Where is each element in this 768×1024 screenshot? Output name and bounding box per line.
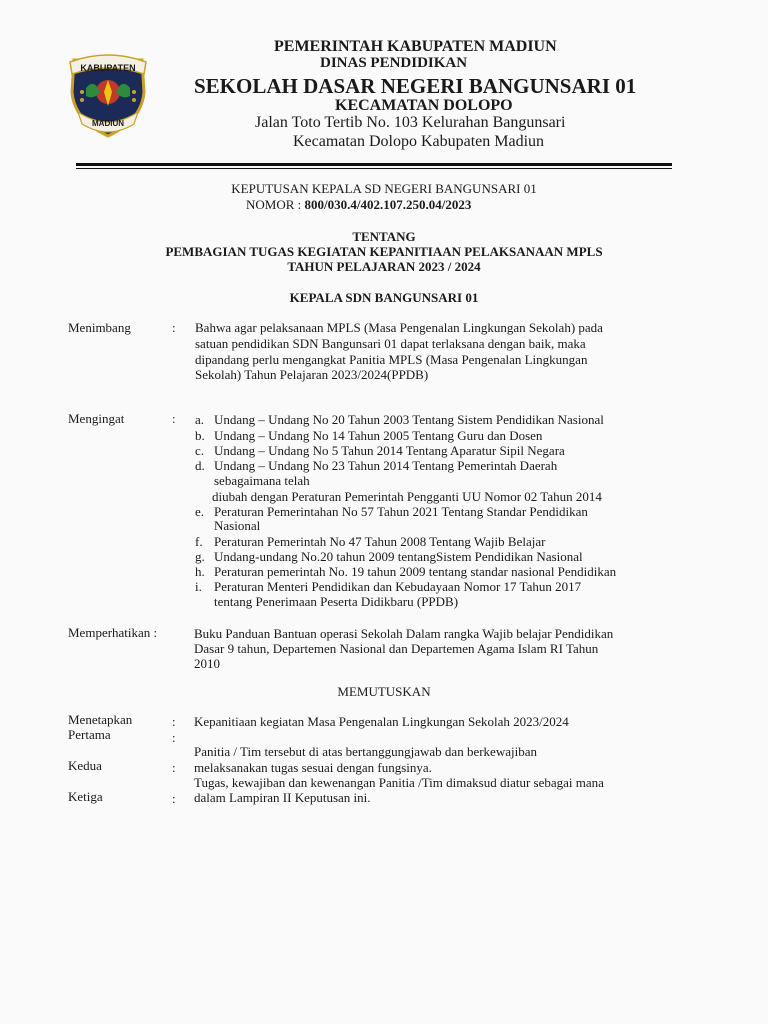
kedua-text: melaksanakan tugas sesuai dengan fungsinya. [194,760,432,775]
logo-bottom-text: MADIUN [92,119,124,128]
letterhead-district: KECAMATAN DOLOPO [335,97,513,114]
decree-subject-line2: TAHUN PELAJARAN 2023 / 2024 [287,259,481,274]
mengingat-item-mark: c. [195,443,205,458]
menetapkan-colon: : [172,714,176,729]
decree-issuer: KEPALA SDN BANGUNSARI 01 [289,290,479,305]
pertama-text: Panitia / Tim tersebut di atas bertanggungjawab dan berkewajiban [194,744,537,759]
ketiga-label: Ketiga [68,789,103,804]
mengingat-item: Peraturan Pemerintah No 47 Tahun 2008 Tentang Wajib Belajar [214,534,546,549]
mengingat-item-mark: i. [195,579,202,594]
mengingat-item-mark: a. [195,412,205,427]
mengingat-item: Peraturan Pemerintahan No 57 Tahun 2021 Tentang Standar Pendidikan [214,504,588,519]
menimbang-label: Menimbang [68,320,131,335]
mengingat-item-continuation: sebagaimana telah [214,473,310,488]
ketiga-colon: : [172,791,176,806]
mengingat-item-mark: h. [195,564,205,579]
letterhead-school-name: SEKOLAH DASAR NEGERI BANGUNSARI 01 [194,74,637,98]
madiun-regency-emblem [64,52,152,138]
letterhead-divider-thin [76,168,672,169]
memperhatikan-line: Dasar 9 tahun, Departemen Nasional dan Departemen Agama Islam RI Tahun [194,641,599,656]
mengingat-item-mark: e. [195,504,205,519]
logo-top-text: KABUPATEN [80,63,136,73]
menimbang-line: satuan pendidikan SDN Bangunsari 01 dapat terlaksana dengan baik, maka [195,336,586,351]
menimbang-line: Bahwa agar pelaksanaan MPLS (Masa Pengenalan Lingkungan Sekolah) pada [195,320,603,335]
decree-subject-line1: PEMBAGIAN TUGAS KEGIATAN KEPANITIAAN PELAKSANAAN MPLS [165,244,603,259]
decree-number-value: 800/030.4/402.107.250.04/2023 [304,197,472,212]
letterhead-government: PEMERINTAH KABUPATEN MADIUN [274,38,557,55]
mengingat-item-mark: g. [195,549,205,564]
memperhatikan-line: 2010 [194,656,220,671]
letterhead-address-line2: Kecamatan Dolopo Kabupaten Madiun [293,133,545,150]
mengingat-item-continuation: diubah dengan Peraturan Pemerintah Pengganti UU Nomor 02 Tahun 2014 [212,489,602,504]
mengingat-item: Undang-undang No.20 tahun 2009 tentangSistem Pendidikan Nasional [214,549,583,564]
mengingat-item-mark: f. [195,534,203,549]
mengingat-item-mark: b. [195,428,205,443]
pertama-colon: : [172,730,176,745]
kedua-label: Kedua [68,758,102,773]
letterhead-department: DINAS PENDIDIKAN [320,55,468,71]
mengingat-item: Undang – Undang No 20 Tahun 2003 Tentang Sistem Pendidikan Nasional [214,412,604,427]
letterhead-divider-thick [76,163,672,166]
mengingat-item: Peraturan Menteri Pendidikan dan Kebudayaan Nomor 17 Tahun 2017 [214,579,582,594]
menetapkan-text: Kepanitiaan kegiatan Masa Pengenalan Lingkungan Sekolah 2023/2024 [194,714,569,729]
memperhatikan-line: Buku Panduan Bantuan operasi Sekolah Dalam rangka Wajib belajar Pendidikan [194,626,614,641]
ketiga-text-continuation: dalam Lampiran II Keputusan ini. [194,790,371,805]
decree-title: KEPUTUSAN KEPALA SD NEGERI BANGUNSARI 01 [231,181,537,196]
ketiga-text: Tugas, kewajiban dan kewenangan Panitia /Tim dimaksud diatur sebagai mana [194,775,604,790]
mengingat-item: Undang – Undang No 5 Tahun 2014 Tentang Aparatur Sipil Negara [214,443,565,458]
menimbang-line: Sekolah) Tahun Pelajaran 2023/2024(PPDB) [195,367,429,382]
decree-about: TENTANG [352,229,416,244]
mengingat-item-mark: d. [195,458,205,473]
decree-number-label: NOMOR : [246,197,302,212]
memperhatikan-label: Memperhatikan : [68,625,158,640]
menimbang-colon: : [172,320,176,335]
mengingat-item-continuation: Nasional [214,518,261,533]
decree-number [246,197,471,213]
menetapkan-label: Menetapkan [68,712,133,727]
mengingat-label: Mengingat [68,411,125,426]
kedua-colon: : [172,760,176,775]
pertama-label: Pertama [68,727,111,742]
mengingat-item: Undang – Undang No 14 Tahun 2005 Tentang Guru dan Dosen [214,428,543,443]
mengingat-colon: : [172,411,176,426]
letterhead-address-line1: Jalan Toto Tertib No. 103 Kelurahan Bangunsari [255,114,566,131]
mengingat-item: Peraturan pemerintah No. 19 tahun 2009 tentang standar nasional Pendidikan [214,564,617,579]
mengingat-item: Undang – Undang No 23 Tahun 2014 Tentang Pemerintah Daerah [214,458,558,473]
mengingat-item-continuation: tentang Penerimaan Peserta Didikbaru (PPDB) [214,594,459,609]
menimbang-line: dipandang perlu mengangkat Panitia MPLS (Masa Pengenalan Lingkungan [195,352,588,367]
memutuskan-heading: MEMUTUSKAN [337,684,431,699]
